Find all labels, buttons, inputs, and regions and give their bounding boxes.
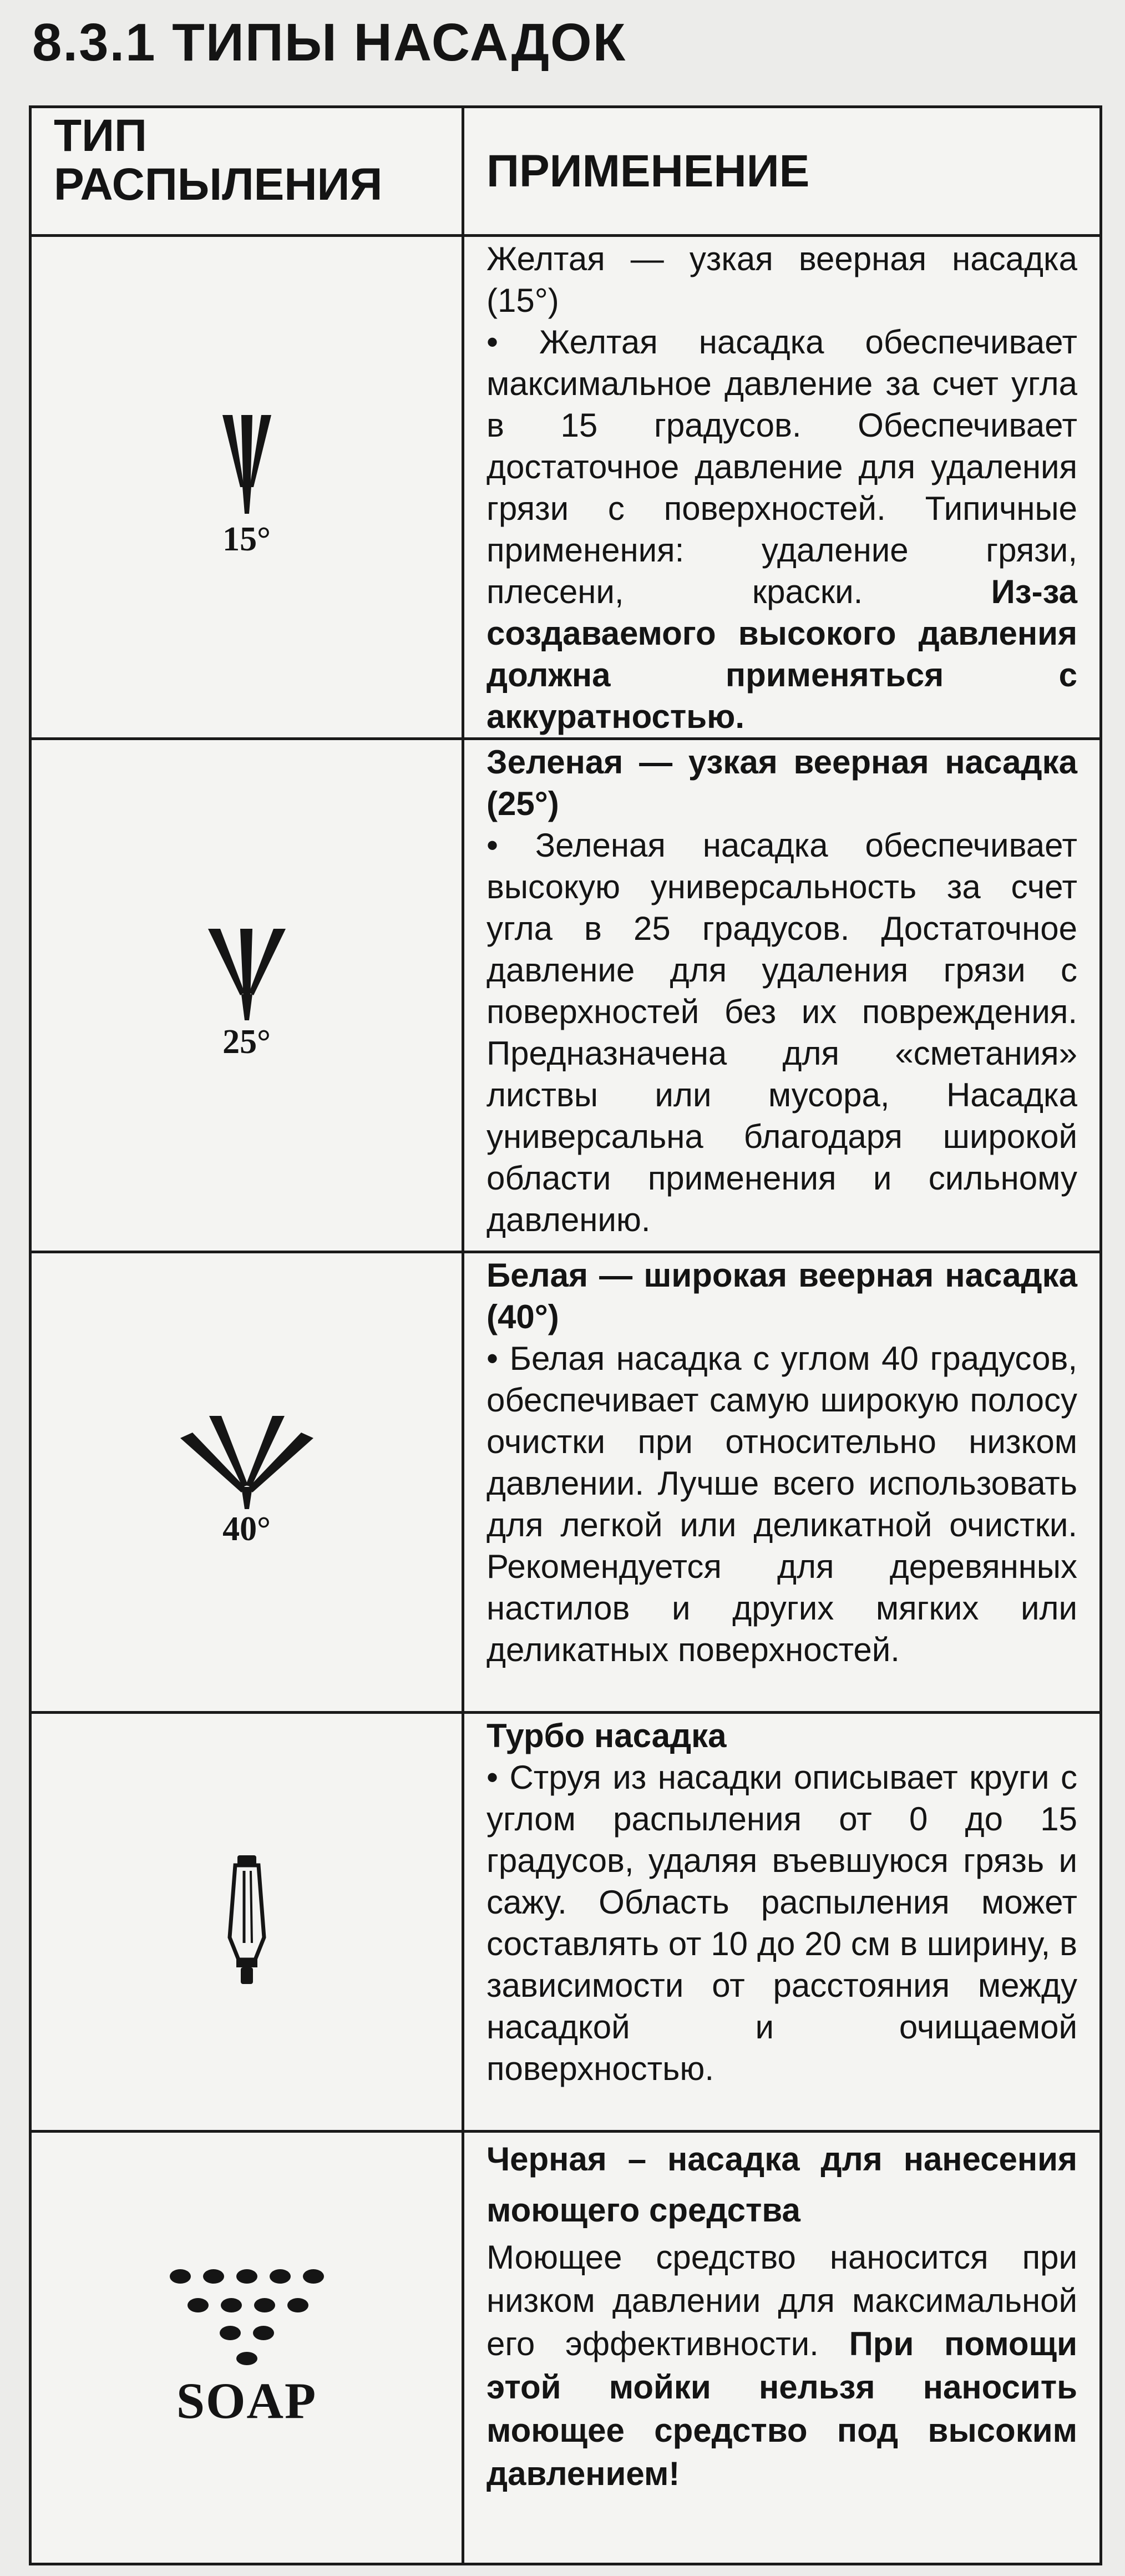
nozzle-description: • Зеленая насадка обеспечивает высокую универсальность за счет угла в 25 градусов. Достаточное давление для удаления грязи с поверхностей без их повреждения. Предназначена для «сметания» листвы или мусора, Насадка универсальна благодаря широкой области применения и сильному давлению.	[487, 827, 1077, 1238]
nozzle-warning: При помощи этой мойки нельзя наносить моющее средство под высоким давлением!	[487, 2325, 1078, 2492]
application-cell	[463, 1713, 1101, 2132]
soap-drops-icon	[169, 2265, 325, 2365]
nozzle-warning: Из-за создаваемого высокого давления должна применяться с аккуратностью.	[487, 573, 1078, 735]
spray-type-cell	[31, 2132, 463, 2564]
spray-type-cell	[31, 1713, 463, 2132]
turbo-nozzle-icon	[222, 1854, 272, 1987]
nozzle-description: • Белая насадка с углом 40 градусов, обеспечивает самую широкую полосу очистки при относительно низком давлении. Лучше всего использовать для легкой или деликатной очистки. Рекомендуется для деревянных настилов и других мягких или деликатных поверхностей.	[487, 1340, 1077, 1668]
application-cell	[463, 2132, 1101, 2564]
nozzle-title: Черная – насадка для нанесения моющего средства	[487, 2140, 1077, 2229]
spray-type-cell	[31, 1252, 463, 1713]
header-application: ПРИМЕНЕНИЕ	[463, 107, 1101, 236]
application-cell	[463, 236, 1101, 739]
nozzle-description: Моющее средство наносится при низком давлении для максимальной его эффективности.	[487, 2239, 1077, 2362]
nozzle-title: Желтая — узкая веерная насадка (15°)	[487, 240, 1077, 319]
nozzle-title: Турбо насадка	[487, 1717, 727, 1754]
table-row	[31, 2132, 1101, 2564]
table-row	[31, 236, 1101, 739]
spray-type-cell	[31, 739, 463, 1252]
angle-label: 25°	[222, 1023, 271, 1061]
application-cell	[463, 739, 1101, 1252]
header-spray-type: ТИП РАСПЫЛЕНИЯ	[31, 107, 463, 236]
nozzle-title: Зеленая — узкая веерная насадка (25°)	[487, 743, 1077, 822]
table-row	[31, 1252, 1101, 1713]
soap-label: SOAP	[176, 2372, 317, 2429]
table-row	[31, 739, 1101, 1252]
nozzle-title: Белая — широкая веерная насадка (40°)	[487, 1257, 1077, 1335]
fan-spray-40-icon	[180, 1416, 313, 1510]
nozzle-types-table	[29, 105, 1102, 2565]
table-row	[31, 1713, 1101, 2132]
angle-label: 15°	[222, 520, 271, 558]
nozzle-description: • Струя из насадки описывает круги с углом распыления от 0 до 15 градусов, удаляя въевшуюся грязь и сажу. Область распыления может составлять от 10 до 20 см в ширину, в зависимости от расстояния между насадкой и очищаемой поверхностью.	[487, 1759, 1077, 2087]
angle-label: 40°	[222, 1510, 271, 1548]
application-cell	[463, 1252, 1101, 1713]
fan-spray-15-icon	[214, 415, 280, 520]
table-header-row	[31, 107, 1101, 236]
section-title: 8.3.1 ТИПЫ НАСАДОК	[32, 13, 627, 72]
spray-type-cell	[31, 236, 463, 739]
nozzle-description: • Желтая насадка обеспечивает максимальное давление за счет угла в 15 градусов. Обеспечивает достаточное давление для удаления грязи с поверхностей. Типичные применения: удаление грязи, плесени, краски.	[487, 323, 1077, 610]
fan-spray-25-icon	[208, 929, 286, 1023]
